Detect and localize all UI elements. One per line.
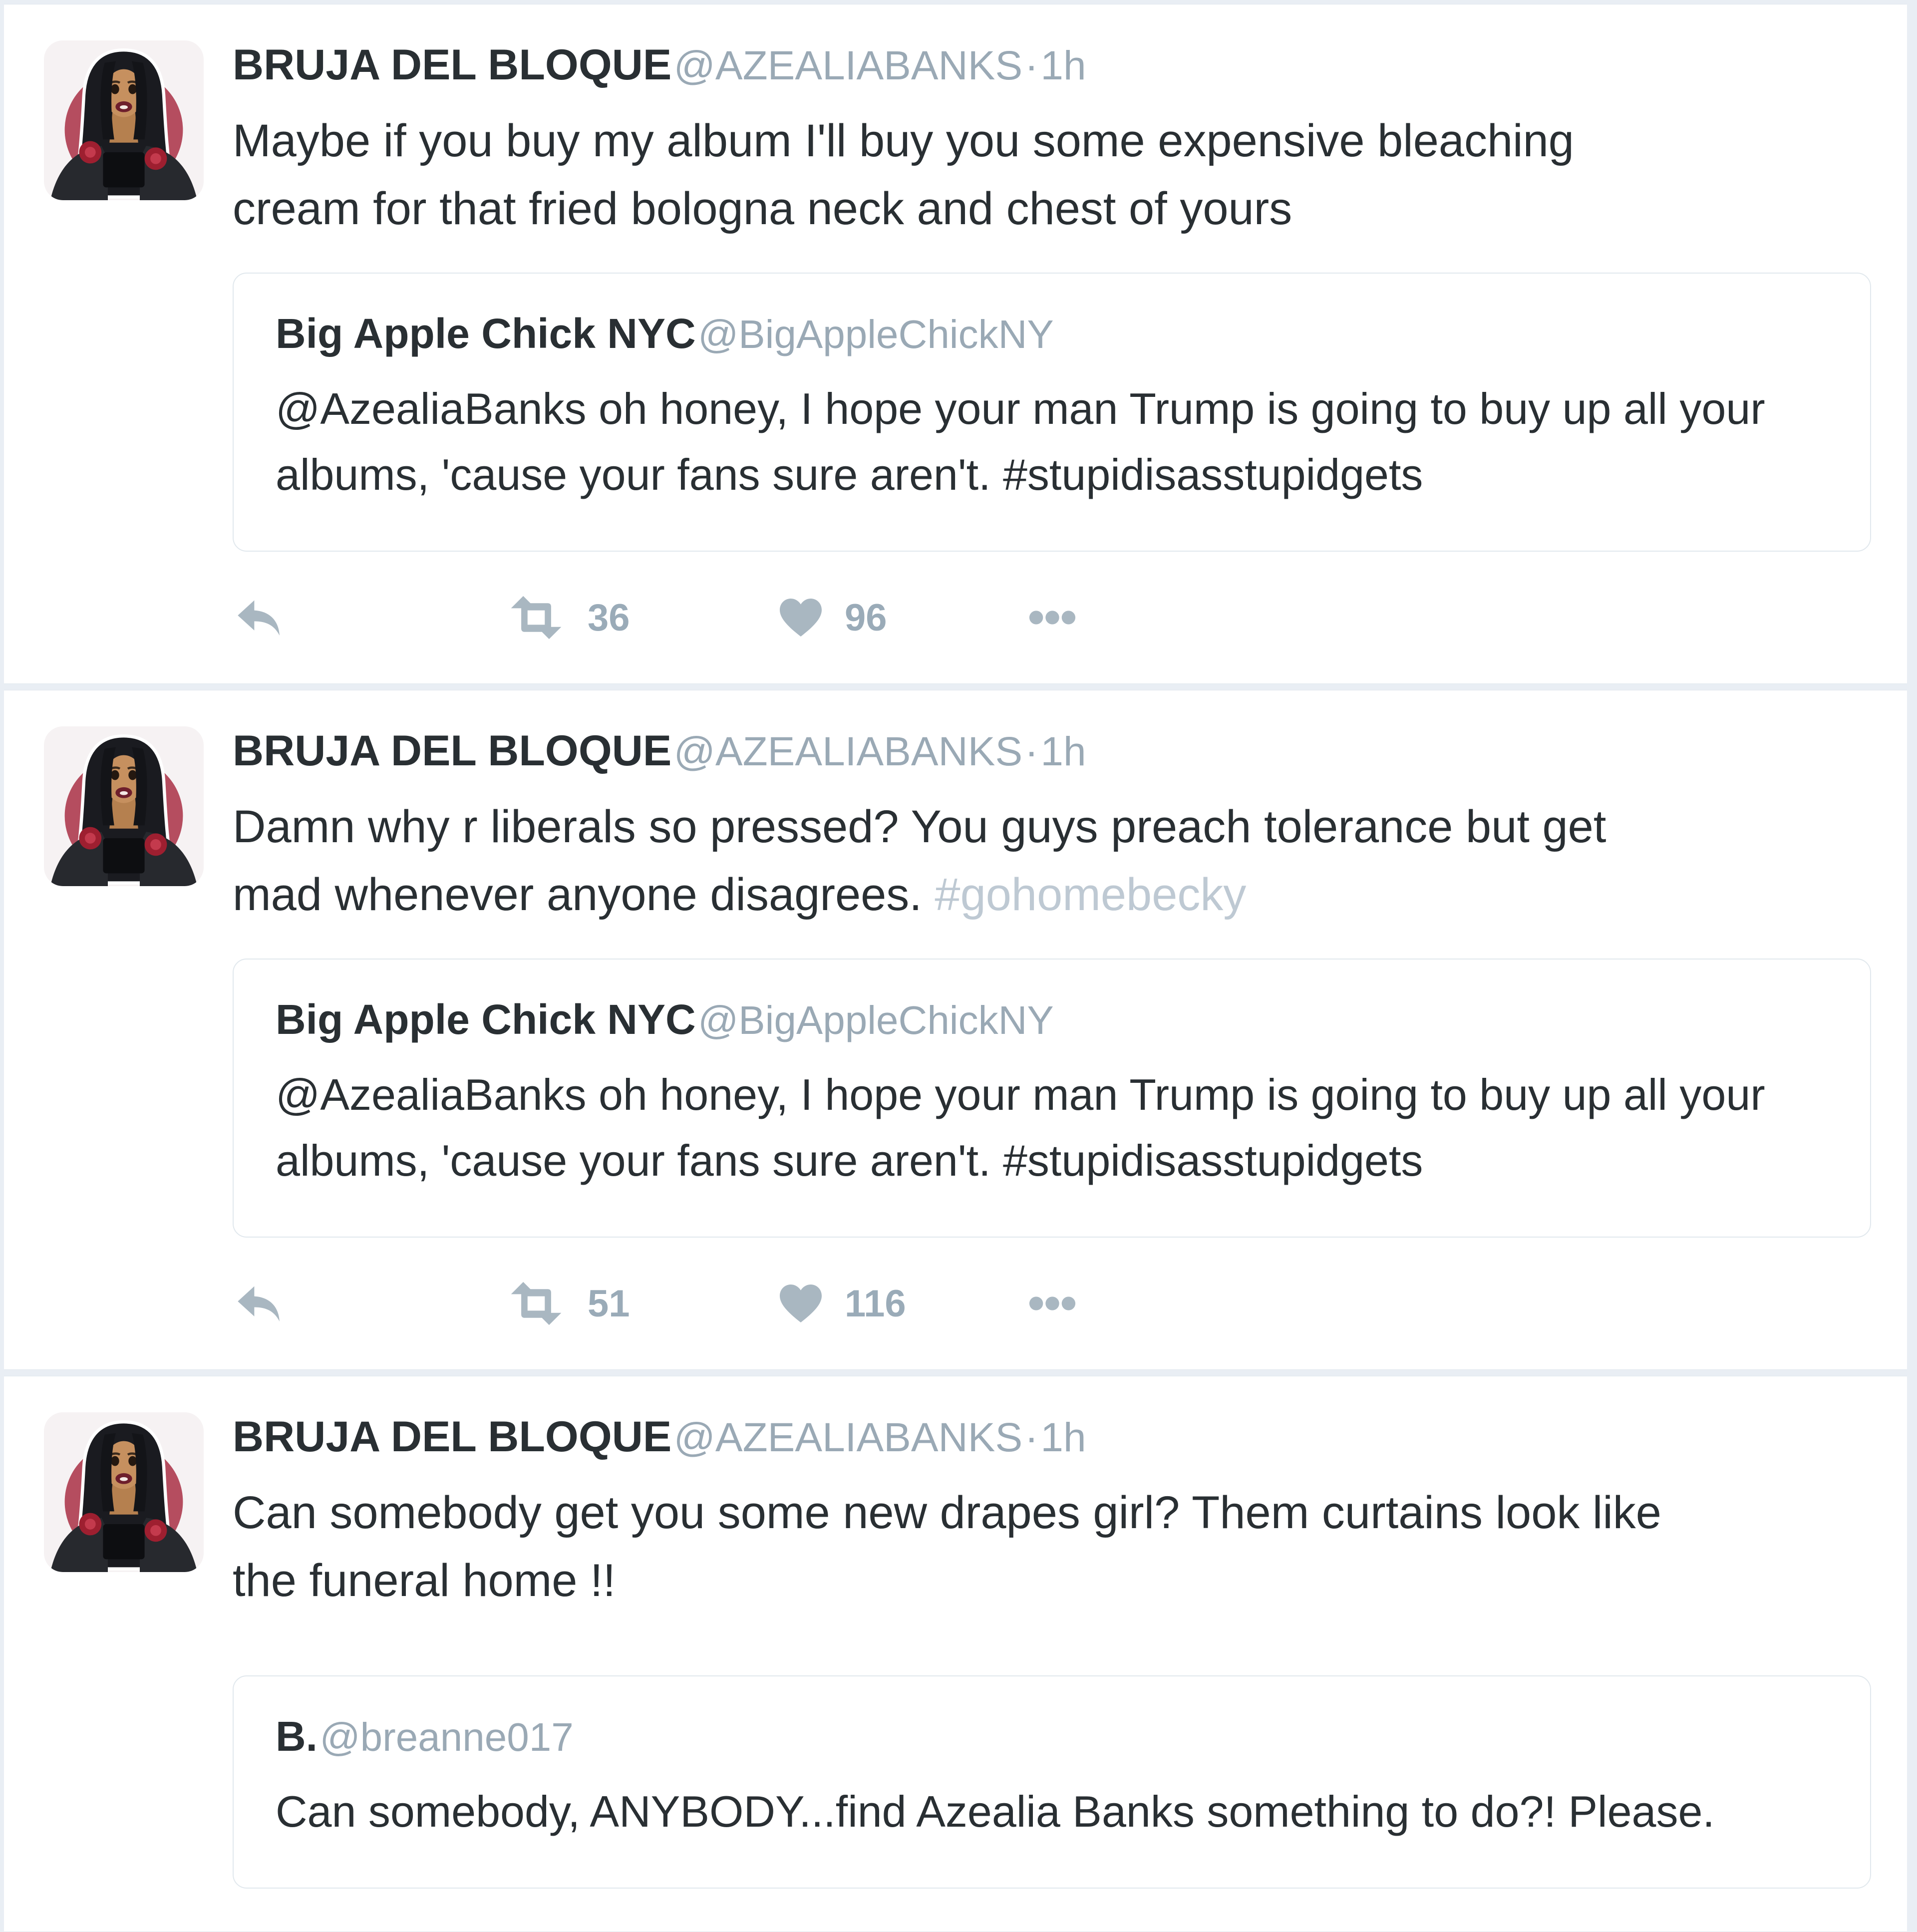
- three-dots-icon: [1021, 1294, 1083, 1312]
- time-separator: ·: [1024, 43, 1038, 88]
- tweet-text: [233, 1479, 1871, 1614]
- tweet-card[interactable]: [4, 4, 1907, 684]
- tweet-text-line: the funeral home !!: [233, 1555, 616, 1606]
- author-handle[interactable]: @AZEALIABANKS: [673, 1415, 1023, 1460]
- avatar-illustration: [44, 1412, 204, 1572]
- tweet-content: [233, 726, 1871, 1326]
- quoted-tweet-header: [276, 310, 1828, 358]
- tweet-header: [233, 726, 1871, 776]
- tweet-action-bar: [233, 1281, 1871, 1326]
- quoted-author-handle: @BigAppleChickNY: [698, 998, 1054, 1042]
- quoted-author-handle: @BigAppleChickNY: [698, 312, 1054, 356]
- reply-button[interactable]: [233, 1281, 505, 1326]
- retweet-button[interactable]: [505, 1281, 777, 1326]
- quoted-tweet-header: [276, 995, 1828, 1044]
- reply-icon: [233, 595, 285, 641]
- tweet-text-fragment: mad whenever anyone disagrees.: [233, 869, 935, 920]
- quoted-tweet-text: [276, 1062, 1828, 1194]
- author-name[interactable]: BRUJA DEL BLOQUE: [233, 727, 672, 775]
- tweet-text-line: Maybe if you buy my album I'll buy you some expensive bleaching: [233, 115, 1574, 166]
- quoted-text-line: albums, 'cause your fans sure aren't. #stupidisasstupidgets: [276, 1136, 1423, 1185]
- avatar[interactable]: [44, 40, 204, 200]
- avatar[interactable]: [44, 1412, 204, 1572]
- three-dots-icon: [1021, 609, 1083, 627]
- quoted-tweet-text: [276, 1779, 1828, 1845]
- retweet-count: 36: [588, 596, 630, 639]
- more-button[interactable]: [1021, 1294, 1083, 1312]
- quoted-author-name: B.: [276, 1713, 318, 1760]
- avatar-illustration: [44, 726, 204, 886]
- author-name[interactable]: BRUJA DEL BLOQUE: [233, 1413, 672, 1461]
- quoted-tweet[interactable]: [233, 273, 1871, 552]
- quoted-author-handle: @breanne017: [320, 1715, 574, 1759]
- quoted-text-line: albums, 'cause your fans sure aren't. #stupidisasstupidgets: [276, 450, 1423, 499]
- like-count: 96: [845, 596, 887, 639]
- tweet-header: [233, 40, 1871, 90]
- retweet-icon: [505, 595, 568, 641]
- time-separator: ·: [1024, 729, 1038, 774]
- heart-icon: [777, 1282, 825, 1325]
- quoted-tweet[interactable]: [233, 1675, 1871, 1889]
- quoted-tweet-header: [276, 1712, 1828, 1761]
- quoted-tweet-text: [276, 376, 1828, 508]
- tweet-text: [233, 793, 1871, 929]
- timestamp[interactable]: 1h: [1040, 1415, 1086, 1460]
- tweet-stream: [4, 4, 1907, 1932]
- tweet-text-line: cream for that fried bologna neck and chest of yours: [233, 183, 1292, 234]
- tweet-card[interactable]: [4, 690, 1907, 1370]
- like-button[interactable]: [777, 596, 1021, 640]
- like-button[interactable]: [777, 1282, 1021, 1325]
- timestamp[interactable]: 1h: [1040, 43, 1086, 88]
- quoted-author-name: Big Apple Chick NYC: [276, 310, 696, 357]
- quoted-text-line: Can somebody, ANYBODY...find Azealia Banks something to do?! Please.: [276, 1787, 1715, 1836]
- more-button[interactable]: [1021, 609, 1083, 627]
- author-handle[interactable]: @AZEALIABANKS: [673, 729, 1023, 774]
- retweet-button[interactable]: [505, 595, 777, 641]
- tweet-action-bar: [233, 595, 1871, 641]
- timestamp[interactable]: 1h: [1040, 729, 1086, 774]
- avatar[interactable]: [44, 726, 204, 886]
- author-handle[interactable]: @AZEALIABANKS: [673, 43, 1023, 88]
- tweet-header: [233, 1412, 1871, 1462]
- tweet-text: [233, 107, 1871, 243]
- tweet-text-line: Damn why r liberals so pressed? You guys preach tolerance but get: [233, 801, 1606, 852]
- quoted-text-line: @AzealiaBanks oh honey, I hope your man Trump is going to buy up all your: [276, 1070, 1765, 1119]
- hashtag-link[interactable]: #gohomebecky: [935, 869, 1247, 920]
- quoted-author-name: Big Apple Chick NYC: [276, 996, 696, 1043]
- retweet-count: 51: [588, 1282, 630, 1325]
- tweet-content: [233, 1412, 1871, 1889]
- tweet-text-line: Can somebody get you some new drapes girl? Them curtains look like: [233, 1487, 1661, 1538]
- reply-icon: [233, 1281, 285, 1326]
- retweet-icon: [505, 1281, 568, 1326]
- like-count: 116: [845, 1282, 906, 1325]
- author-name[interactable]: BRUJA DEL BLOQUE: [233, 41, 672, 89]
- time-separator: ·: [1024, 1415, 1038, 1460]
- tweet-card[interactable]: [4, 1376, 1907, 1932]
- tweet-text-line: [233, 861, 1871, 929]
- quoted-text-line: @AzealiaBanks oh honey, I hope your man Trump is going to buy up all your: [276, 384, 1765, 433]
- reply-button[interactable]: [233, 595, 505, 641]
- heart-icon: [777, 596, 825, 640]
- quoted-tweet[interactable]: [233, 959, 1871, 1238]
- tweet-content: [233, 40, 1871, 641]
- avatar-illustration: [44, 40, 204, 200]
